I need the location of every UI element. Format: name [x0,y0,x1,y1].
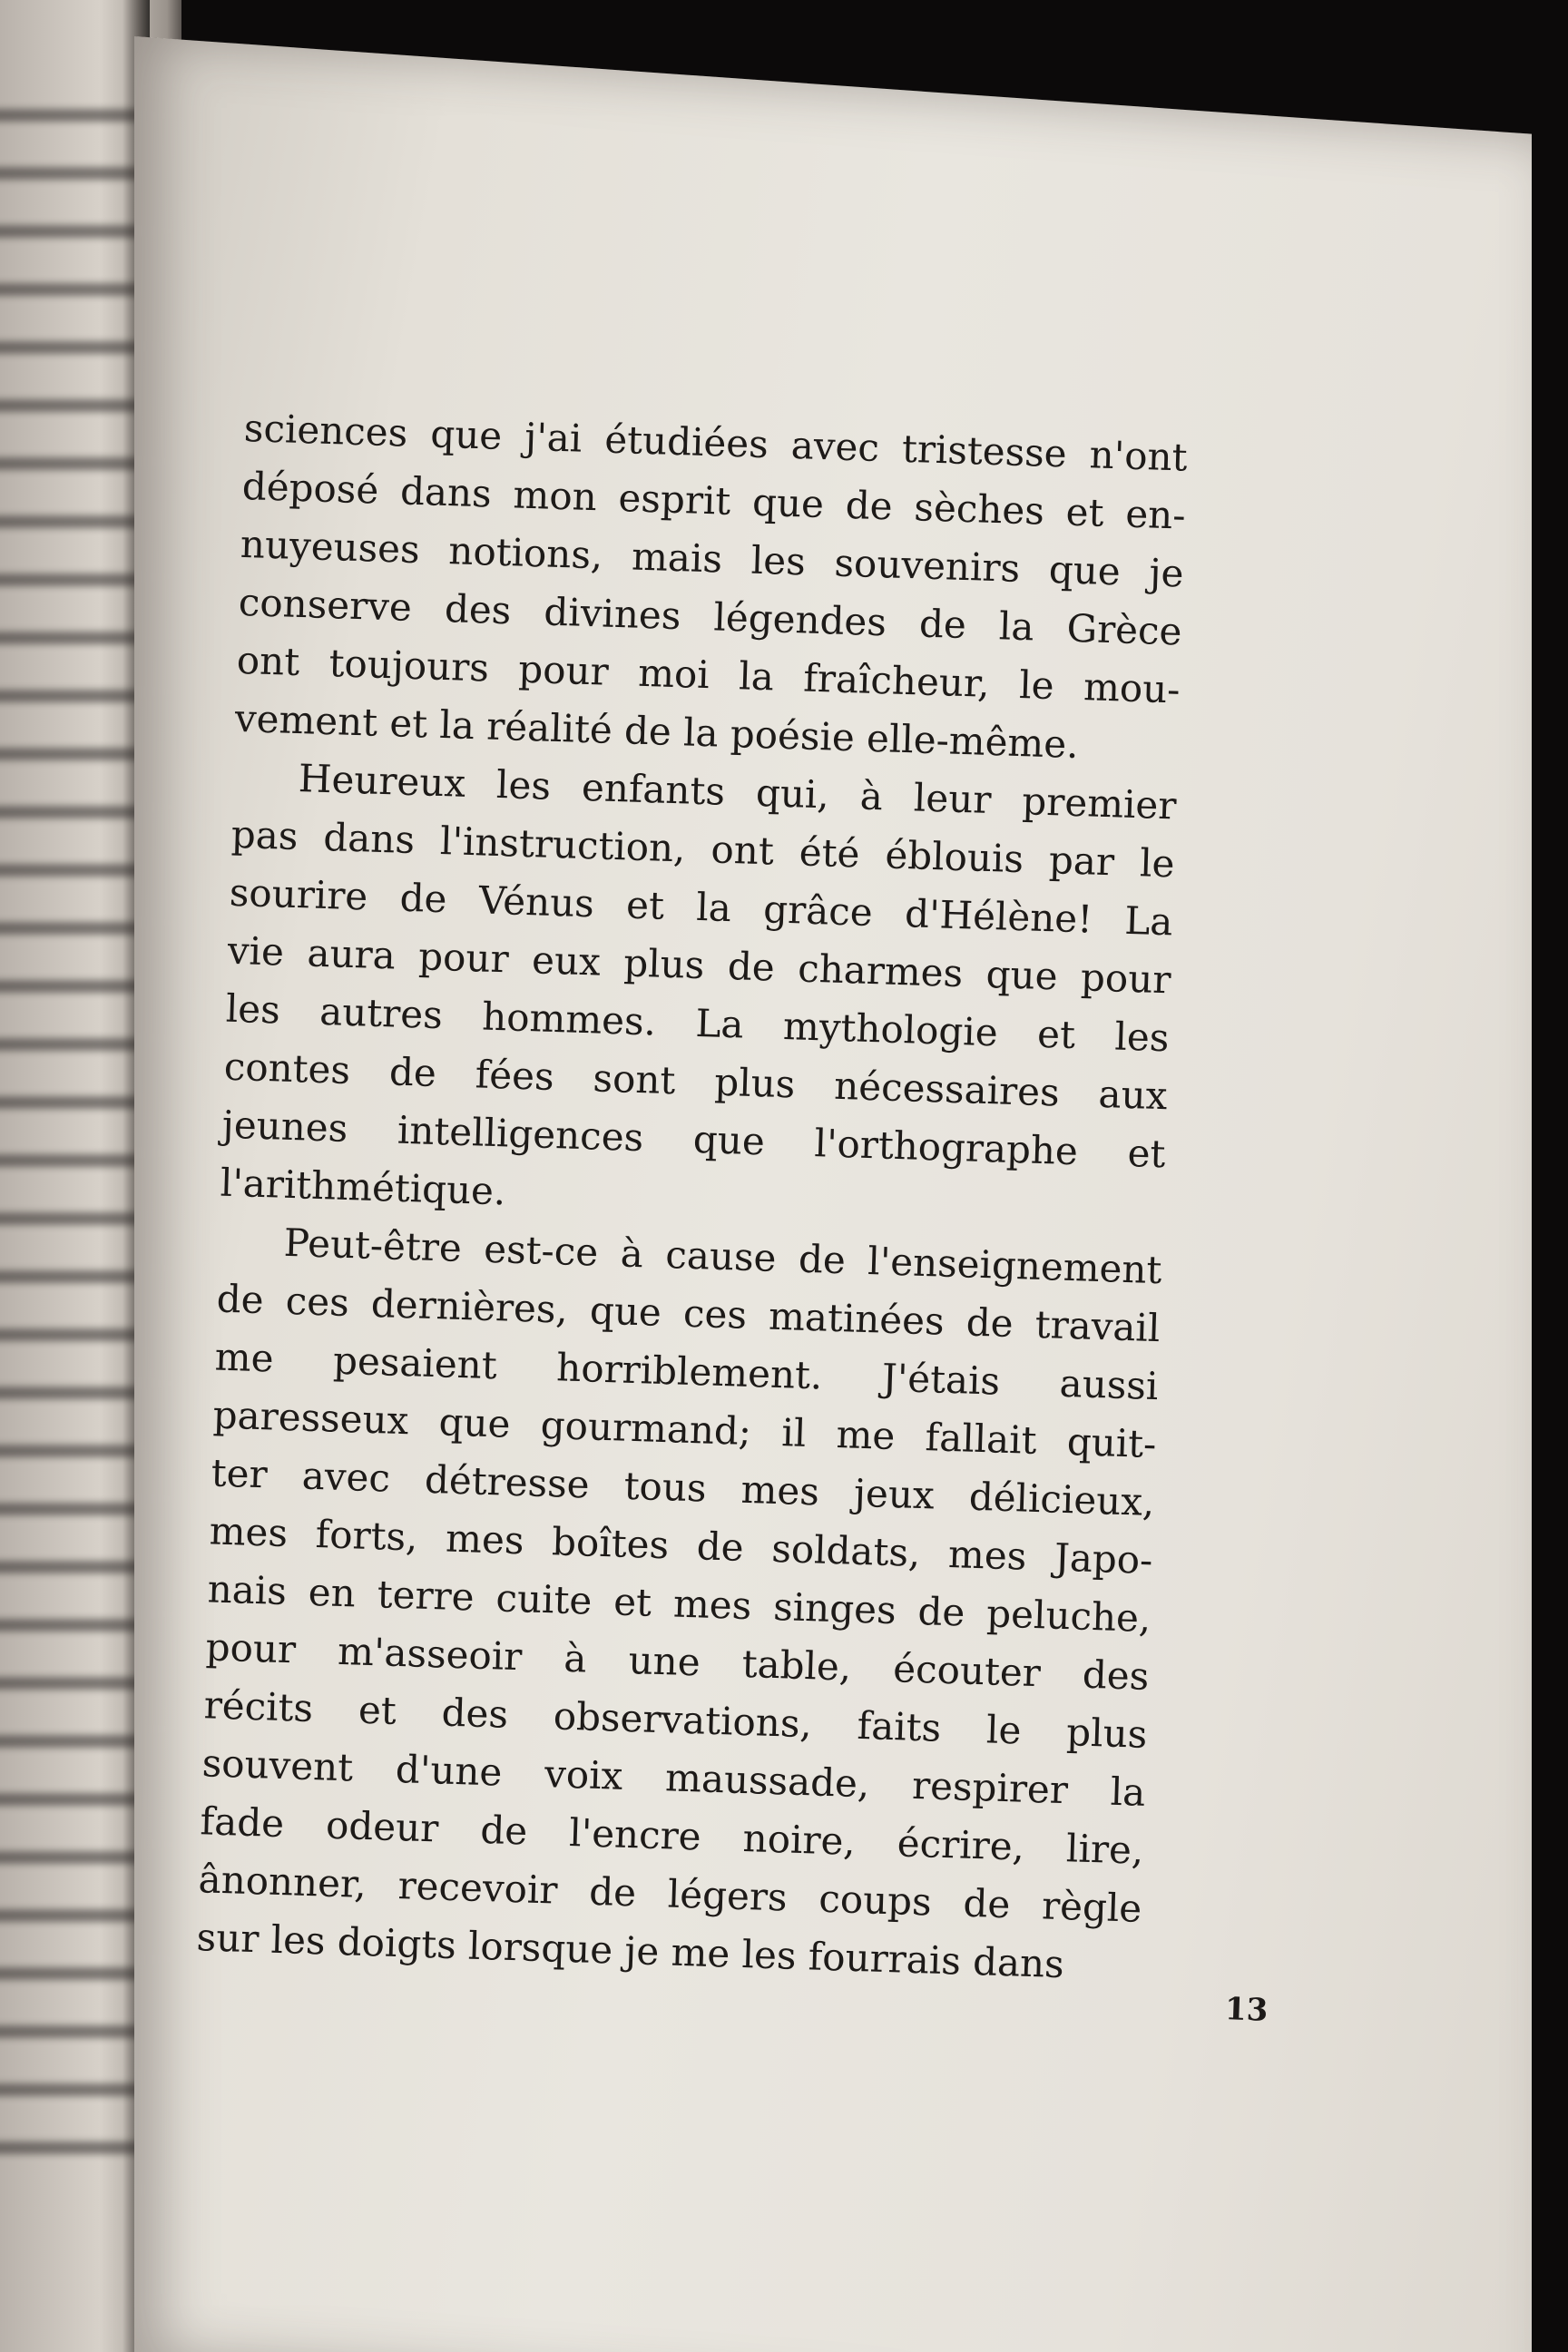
paragraph [196,1212,1163,1996]
text-line: souvent d'une voix maussade, respirer la [201,1740,1147,1815]
text-line: nuyeuses notions, mais les souvenirs que je [240,521,1185,596]
text-line: fade odeur de l'encre noire, écrire, lire, [199,1798,1145,1873]
text-line: jeunes intelligences que l'orthographe et [221,1102,1167,1177]
text-line: Peut-être est-ce à cause de l'enseignement [283,1220,1163,1293]
text-line: ter avec détresse tous mes jeux délicieux, [211,1450,1156,1525]
text-line: vie aura pour eux plus de charmes que pour [227,927,1172,1003]
text-line: récits et des observations, faits le plus [203,1682,1149,1757]
text-line: mes forts, mes boîtes de soldats, mes Japo- [209,1508,1154,1583]
text-line: pour m'asseoir à une table, écouter des [205,1624,1151,1699]
text-line: pas dans l'instruction, ont été éblouis par le [230,811,1176,887]
text-line: sur les doigts lorsque je me les fourrais dans [195,1915,1065,1987]
text-line: vement et la réalité de la poésie elle-même. [234,695,1080,768]
text-line: ânonner, recevoir de légers coups de règle [197,1857,1143,1931]
text-line: Heureux les enfants qui, à leur premier [298,756,1178,828]
text-line: contes de fées sont plus nécessaires aux [223,1044,1169,1119]
page-number: 13 [1224,1991,1269,2029]
text-line: ont toujours pour moi la fraîcheur, le mou- [236,637,1181,712]
page-body-text [196,399,1189,1996]
paragraph [234,399,1189,777]
text-line: sciences que j'ai étudiées avec tristesse n'ont [243,405,1189,480]
text-line: paresseux que gourmand; il me fallait quit- [212,1392,1158,1467]
text-line: déposé dans mon esprit que de sèches et en- [241,463,1187,538]
text-line: l'arithmétique. [220,1160,507,1214]
text-line: sourire de Vénus et la grâce d'Hélène! La [229,869,1174,945]
text-line: de ces dernières, que ces matinées de travail [216,1276,1161,1351]
text-line: conserve des divines légendes de la Grèce [238,579,1183,654]
text-line: nais en terre cuite et mes singes de peluche, [207,1566,1152,1642]
text-line: me pesaient horriblement. J'étais aussi [214,1334,1160,1409]
text-line: les autres hommes. La mythologie et les [225,985,1171,1061]
paragraph [220,748,1178,1241]
